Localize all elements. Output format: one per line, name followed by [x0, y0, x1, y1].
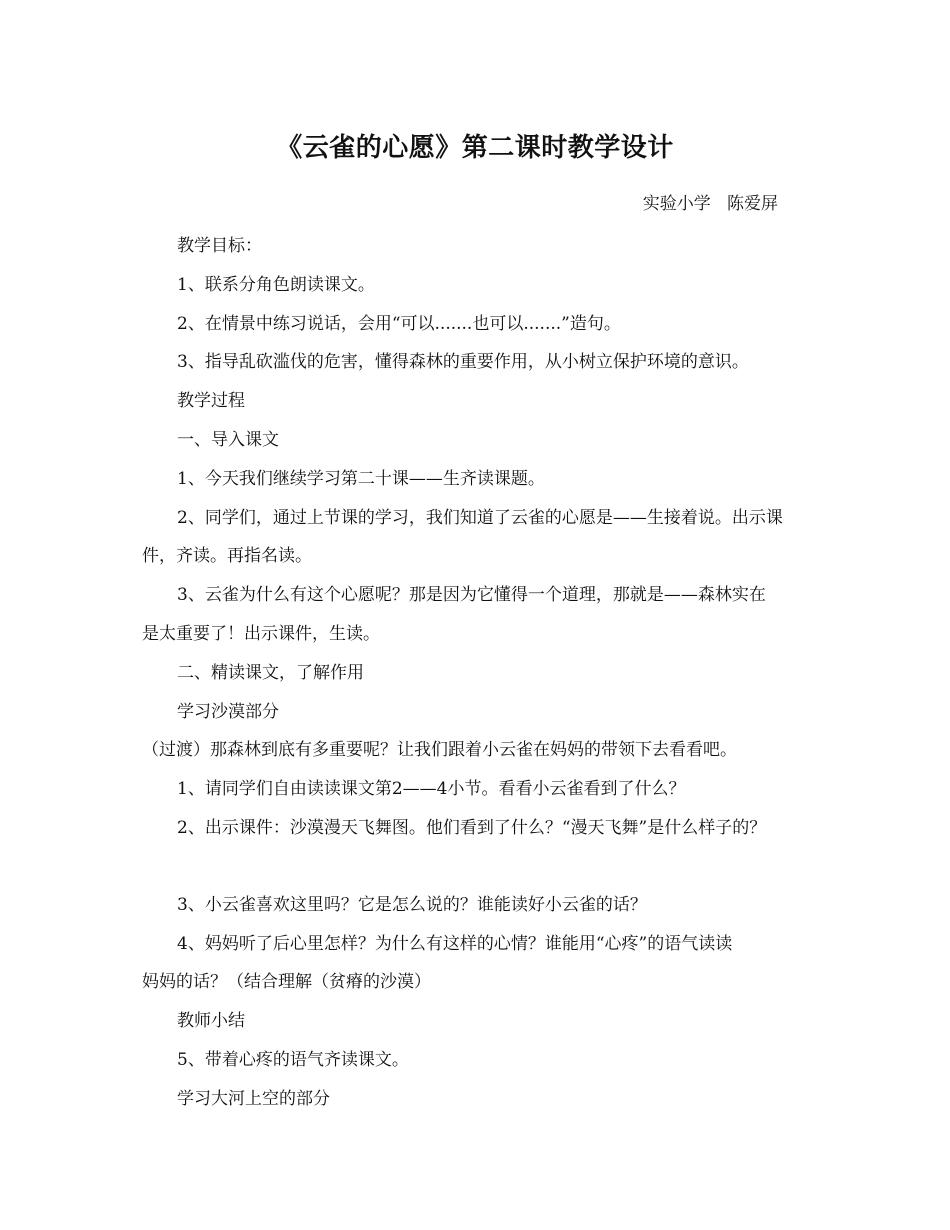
paragraph-intro-step-3-line-1: 3、云雀为什么有这个心愿呢？那是因为它懂得一个道理，那就是——森林实在: [177, 585, 766, 606]
paragraph-intro-step-1: 1、今天我们继续学习第二十课——生齐读课题。: [177, 468, 545, 489]
blank-line: [142, 848, 832, 886]
paragraph-river-heading: 学习大河上空的部分: [177, 1088, 330, 1109]
paragraph-intro-step-2-line-2: 件，齐读。再指名读。: [142, 546, 312, 567]
paragraph-desert-step-5: 5、带着心疼的语气齐读课文。: [177, 1049, 409, 1070]
paragraph-transition: （过渡）那森林到底有多重要呢？让我们跟着小云雀在妈妈的带领下去看看吧。: [142, 740, 737, 761]
paragraph-intro-step-2-line-1: 2、同学们，通过上节课的学习，我们知道了云雀的心愿是——生接着说。出示课: [177, 507, 783, 528]
paragraph-process-heading: 教学过程: [177, 391, 245, 412]
paragraph-desert-step-3: 3、小云雀喜欢这里吗？它是怎么说的？谁能读好小云雀的话？: [177, 894, 647, 915]
paragraph-section-1-heading: 一、导入课文: [177, 429, 279, 450]
author-line: 实验小学 陈爱屏: [642, 194, 778, 214]
paragraph-desert-step-2: 2、出示课件：沙漠漫天飞舞图。他们看到了什么？“漫天飞舞”是什么样子的？: [177, 817, 767, 838]
paragraph-desert-heading: 学习沙漠部分: [177, 701, 279, 722]
paragraph-desert-step-4-line-2: 妈妈的话？（结合理解（贫瘠的沙漠）: [142, 972, 431, 993]
paragraph-desert-step-1: 1、请同学们自由读读课文第2——4小节。看看小云雀看到了什么？: [177, 779, 686, 800]
paragraph-goal-2: 2、在情景中练习说话，会用“可以.......也可以.......”造句。: [177, 313, 621, 334]
paragraph-teaching-goals-heading: 教学目标：: [177, 236, 262, 256]
paragraph-teacher-summary: 教师小结: [177, 1011, 245, 1032]
paragraph-section-2-heading: 二、精读课文，了解作用: [177, 662, 364, 683]
paragraph-desert-step-4-line-1: 4、妈妈听了后心里怎样？为什么有这样的心情？谁能用“心疼”的语气读读: [177, 933, 733, 954]
document-title: 《云雀的心愿》第二课时教学设计: [276, 133, 674, 163]
document-body: [142, 227, 832, 1119]
paragraph-intro-step-3-line-2: 是太重要了！出示课件，生读。: [142, 623, 380, 644]
paragraph-goal-3: 3、指导乱砍滥伐的危害，懂得森林的重要作用，从小树立保护环境的意识。: [177, 352, 749, 373]
paragraph-goal-1: 1、联系分角色朗读课文。: [177, 274, 375, 295]
